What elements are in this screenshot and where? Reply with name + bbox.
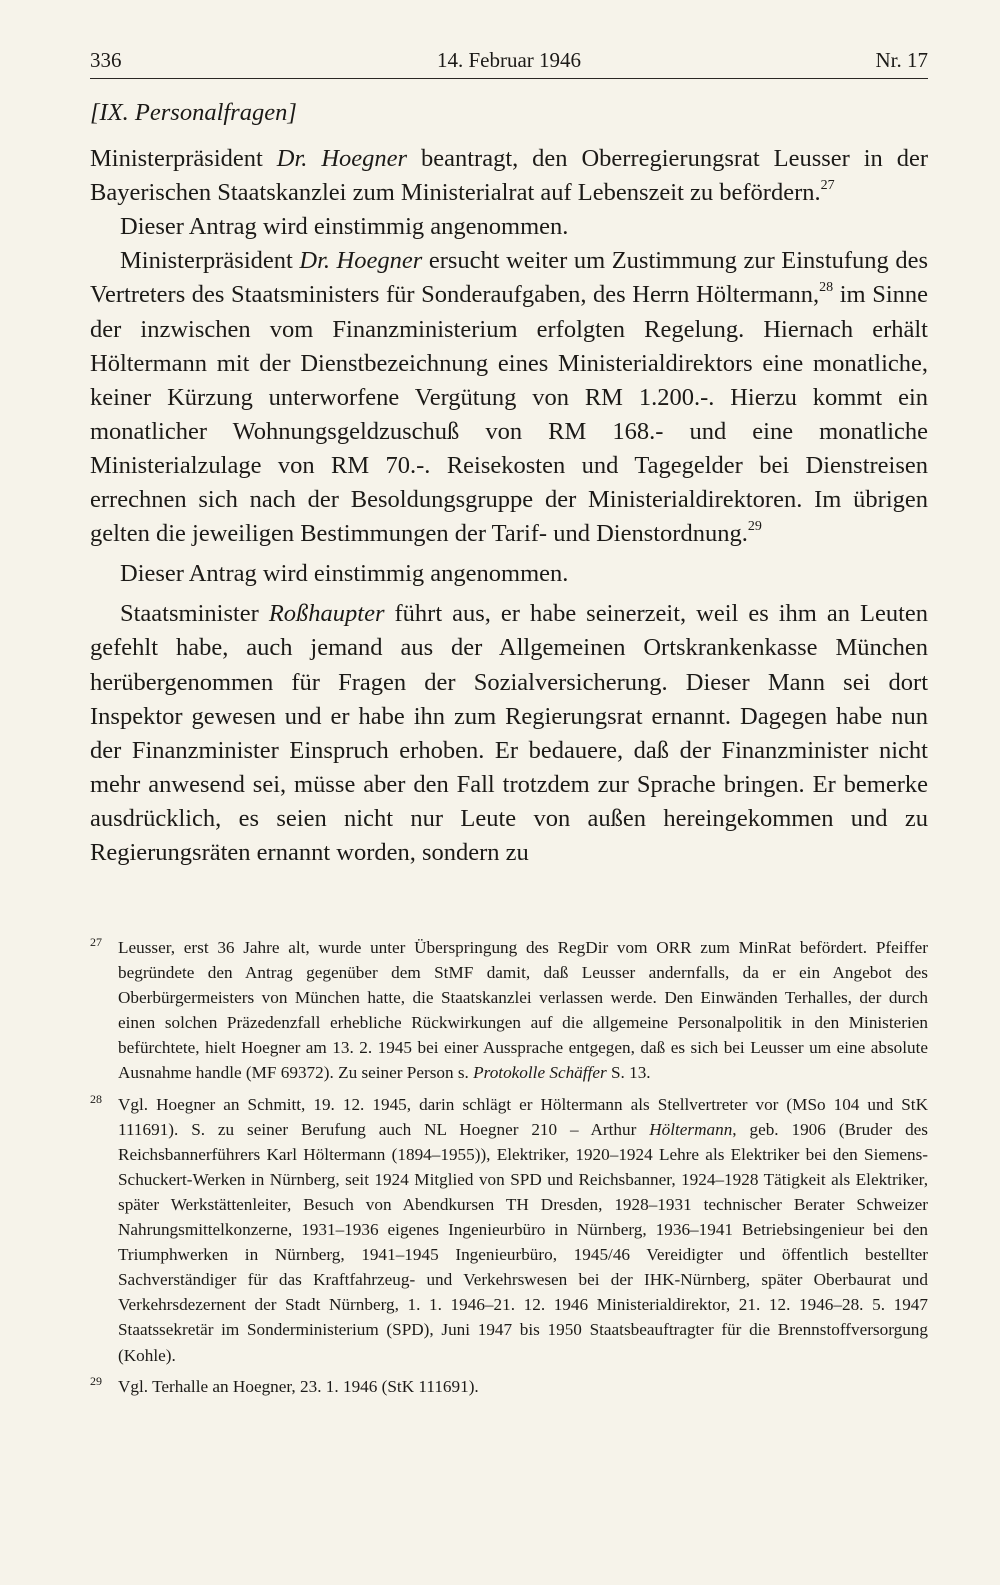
footnote-ref: 28: [819, 280, 834, 296]
speaker-name: Roßhaupter: [268, 600, 385, 628]
text-run: ersucht weiter um Zustimmung zur Einstufung des Vertreters des Staatsministers für Sonderaufgaben, des Herrn Höltermann,: [90, 247, 928, 309]
text-run: Ministerpräsident: [90, 145, 277, 173]
section-title: [IX. Personalfragen]: [90, 99, 297, 126]
text-run: Staatsminister: [120, 600, 269, 628]
page-number: 336: [90, 48, 122, 72]
text-run: führt aus, er habe seinerzeit, weil es ihm an Leuten gefehlt habe, auch jemand aus der Allgemeinen Ortskrankenkasse München herübergenommen für Fragen der Sozialversicherung. Dieser Mann sei dort Inspektor gewesen und er habe ihn zum Regierungsrat ernannt. Dagegen habe nun der Finanzminister Einspruch erhoben. Er bedauere, daß der Finanzminister nicht mehr anwesend sei, müsse aber den Fall trotzdem zur Sprache bringen. Er bemerke ausdrücklich, es seien nicht nur Leute von außen hereingekommen und zu Regierungsräten ernannt worden, sondern zu: [90, 600, 928, 866]
footnote-number: 27: [90, 935, 102, 949]
footnote-29: [90, 1374, 928, 1399]
speaker-name: Dr. Hoegner: [276, 145, 408, 173]
paragraph-rosshaupter: [90, 597, 928, 870]
text-run: beantragt, den Oberregierungsrat Leusser in der Bayerischen Staatskanzlei zum Ministerialrat auf Lebenszeit zu befördern.: [90, 145, 929, 207]
issue-number: Nr. 17: [875, 48, 928, 72]
footnote-28: [90, 1092, 928, 1368]
text-run: im Sinne der inzwischen vom Finanzministerium erfolgten Regelung. Hiernach erhält Höltermann mit der Dienstbezeichnung eines Ministerialdirektors eine monatliche, keiner Kürzung unterworfene Vergütung von RM 1.200.-. Hierzu kommt ein monatlicher Wohnungsgeldzuschuß von RM 168.- und eine monatliche Ministerialzulage von RM 70.-. Reisekosten und Tagegelder bei Dienstreisen errechnen sich nach der Besoldungsgruppe der Ministerialdirektoren. Im übrigen gelten die jeweiligen Bestimmungen der Tarif- und Dienstordnung.: [90, 281, 928, 548]
footnote-27: [90, 935, 928, 1086]
main-text: [90, 96, 928, 870]
text-run: Vgl. Hoegner an Schmitt, 19. 12. 1945, darin schlägt er Höltermann als Stellvertreter vor (MSo 104 und StK 111691). S. zu seiner Berufung auch NL Hoegner 210 – Arthur: [118, 1094, 928, 1139]
footnotes: [90, 935, 928, 1405]
text-run: Leusser, erst 36 Jahre alt, wurde unter Überspringung des RegDir vom ORR zum MinRat befördert. Pfeiffer begründete den Antrag gegenüber dem StMF damit, daß Leusser andernfalls, da er ein Angebot des Oberbürgermeisters von München hatte, die Staatskanzlei verlassen werde. Den Einwänden Terhalles, der durch einen solchen Präzedenzfall erhebliche Rückwirkungen auf die allgemeine Personalpolitik in den Ministerien befürchtete, hielt Hoegner am 13. 2. 1945 bei einer Aussprache entgegen, daß es sich bei Leusser um eine absolute Ausnahme handle (MF 69372). Zu seiner Person s.: [118, 938, 928, 1083]
text-run: Ministerpräsident: [120, 247, 300, 275]
footnote-ref: 29: [747, 518, 762, 534]
footnote-ref: 27: [820, 178, 835, 194]
paragraph-hoegner-request: [90, 142, 928, 210]
page-header: [90, 46, 928, 79]
footnote-number: 29: [90, 1373, 102, 1388]
speaker-name: Dr. Hoegner: [299, 247, 423, 275]
person-name: Höltermann: [649, 1119, 733, 1139]
paragraph-resolution: Dieser Antrag wird einstimmig angenommen.: [120, 213, 569, 241]
header-date: 14. Februar 1946: [436, 48, 582, 72]
paragraph-hoeltermann: [90, 244, 928, 551]
text-run: Vgl. Terhalle an Hoegner, 23. 1. 1946 (StK 111691).: [118, 1376, 479, 1396]
cited-work: Protokolle Schäffer: [473, 1063, 607, 1083]
paragraph-resolution: Dieser Antrag wird einstimmig angenommen.: [120, 560, 569, 588]
footnote-number: 28: [90, 1091, 102, 1106]
text-run: S. 13.: [606, 1063, 651, 1083]
text-run: , geb. 1906 (Bruder des Reichsbannerführers Karl Höltermann (1894–1955)), Elektriker, 1920–1924 Lehre als Elektriker bei den Siemens-Schuckert-Werken in Nürnberg, seit 1924 Mitglied von SPD und Reichsbanner, 1924–1928 Tätigkeit als Elektriker, später Werkstättenleiter, Besuch von Abendkursen TH Dresden, 1928–1931 technischer Berater Schweizer Nahrungsmittelkonzerne, 1931–1936 eigenes Ingenieurbüro in Nürnberg, 1936–1941 Betriebsingenieur bei den Triumphwerken in Nürnberg, 1941–1945 Ingenieurbüro, 1945/46 Vereidigter und öffentlich bestellter Sachverständiger für das Kraftfahrzeug- und Verkehrswesen bei der IHK-Nürnberg, später Oberbaurat und Verkehrsdezernent der Stadt Nürnberg, 1. 1. 1946–21. 12. 1946 Ministerialdirektor, 21. 12. 1946–28. 5. 1947 Staatssekretär im Sonderministerium (SPD), Juni 1947 bis 1950 Staatsbeauftragter für die Brennstoffversorgung (Kohle).: [118, 1119, 928, 1365]
